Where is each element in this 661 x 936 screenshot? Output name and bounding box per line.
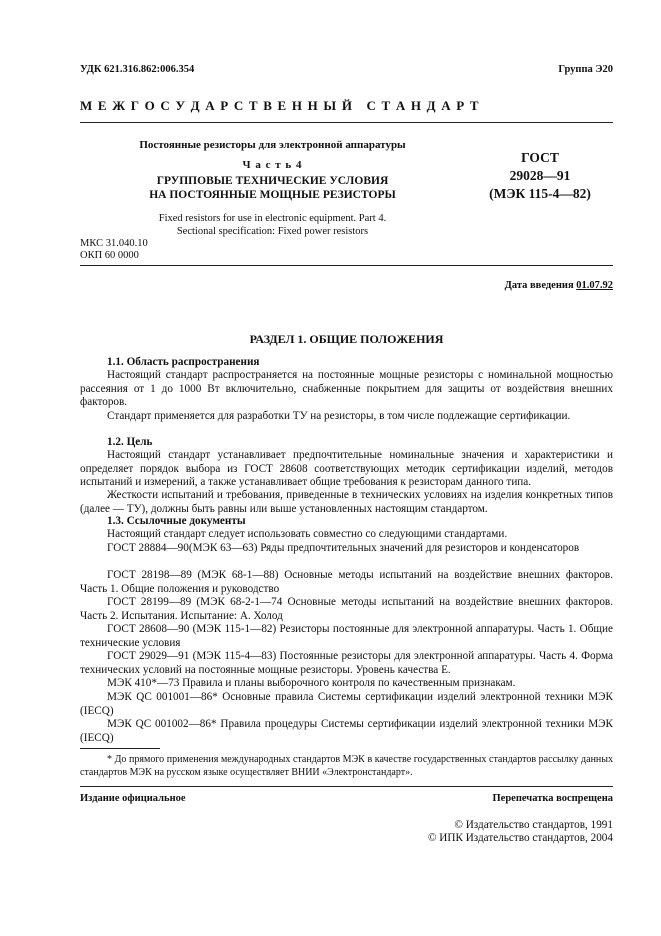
- header-rule: [80, 122, 613, 123]
- paragraph-1: Настоящий стандарт распространяется на постоянные мощные резисторы с номинальной мощностью рассеяния от 1 до 1000 Вт включительно, снабженные покрытием для защиты от воздействия внешних факторов.: [80, 369, 613, 409]
- footnote: * До прямого применения международных стандартов МЭК в качестве государственных стандартов рассылку данных стандартов МЭК на русском языке осуществляет ВНИИ «Электронстандарт».: [80, 754, 613, 778]
- reference-2: ГОСТ 28198—89 (МЭК 68-1—88) Основные методы испытаний на воздействие внешних факторов. Часть 1. Общие положения и руководство: [80, 569, 613, 595]
- standard-banner: М Е Ж Г О С У Д А Р С Т В Е Н Н Ы Й С Т А Н Д А Р Т: [80, 98, 480, 113]
- heading-1-3: 1.3. Ссылочные документы: [107, 515, 246, 527]
- group-code: Группа Э20: [558, 64, 613, 75]
- title-line-1: Постоянные резисторы для электронной аппаратуры: [139, 139, 406, 151]
- paragraph-3: Настоящий стандарт устанавливает предпочтительные номинальные значения и характеристики и определяет порядок выбора из ГОСТ 28608 соответствующих методик сертификации изделий, методов испытаний и измерений, а также устанавливает общие требования к резисторам данного типа.: [80, 449, 613, 489]
- english-title-1: Fixed resistors for use in electronic equipment. Part 4.: [158, 213, 387, 224]
- intro-date-value: 01.07.92: [576, 280, 613, 291]
- heading-1-2: 1.2. Цель: [107, 436, 153, 448]
- udc-code: УДК 621.316.862:006.354: [80, 64, 195, 75]
- codes-rule: [80, 265, 613, 266]
- reference-8: МЭК QC 001002—86* Правила процедуры Системы сертификации изделий электронной техники МЭК (IECQ): [80, 718, 613, 744]
- paragraph-5: Настоящий стандарт следует использовать совместно со следующими стандартами.: [107, 528, 508, 540]
- iec-number: (МЭК 115-4—82): [489, 186, 591, 201]
- intro-date-label: Дата введения: [504, 280, 574, 291]
- heading-1-1: 1.1. Область распространения: [107, 356, 260, 368]
- footer-rule: [80, 786, 613, 787]
- intro-date: [400, 280, 613, 291]
- okp-code: ОКП 60 0000: [80, 250, 139, 261]
- reference-6: МЭК 410*—73 Правила и планы выборочного контроля по качественным признакам.: [107, 677, 516, 689]
- paragraph-2: Стандарт применяется для разработки ТУ на резисторы, в том числе подлежащие сертификации.: [107, 410, 571, 422]
- official-edition: Издание официальное: [80, 793, 186, 804]
- reference-3: ГОСТ 28199—89 (МЭК 68-2-1—74 Основные методы испытаний на воздействие внешних факторов. Часть 2. Испытания. Испытание: А. Холод: [80, 596, 613, 622]
- reference-4: ГОСТ 28608—90 (МЭК 115-1—82) Резисторы постоянные для электронной аппаратуры. Часть 1. Общие технические условия: [80, 623, 613, 649]
- copyright-2004: © ИПК Издательство стандартов, 2004: [427, 832, 613, 844]
- reprint-notice: Перепечатка воспрещена: [492, 793, 613, 804]
- copyright-1991: © Издательство стандартов, 1991: [454, 819, 613, 831]
- footnote-rule: [80, 748, 160, 749]
- title-line-3: ГРУППОВЫЕ ТЕХНИЧЕСКИЕ УСЛОВИЯ: [156, 175, 389, 187]
- reference-7: МЭК QC 001001—86* Основные правила Системы сертификации изделий электронной техники МЭК (IECQ): [80, 691, 613, 717]
- gost-label: ГОСТ: [521, 150, 559, 165]
- mks-code: МКС 31.040.10: [80, 238, 148, 249]
- reference-5: ГОСТ 29029—91 (МЭК 115-4—83) Постоянные резисторы для электронной аппаратуры. Часть 4. Форма технических условий на постоянные мощные резисторы. Уровень качества Е.: [80, 650, 613, 676]
- section-title: РАЗДЕЛ 1. ОБЩИЕ ПОЛОЖЕНИЯ: [249, 332, 444, 346]
- gost-number: 29028—91: [509, 168, 571, 183]
- paragraph-4: Жесткости испытаний и требования, приведенные в технических условиях на изделия конкретных типов (далее — ТУ), должны быть равны или выше установленных настоящим стандартом.: [80, 489, 613, 515]
- title-line-4: НА ПОСТОЯННЫЕ МОЩНЫЕ РЕЗИСТОРЫ: [149, 189, 396, 201]
- reference-1: ГОСТ 28884—90(МЭК 63—63) Ряды предпочтительных значений для резисторов и конденсаторов: [107, 542, 580, 554]
- english-title-2: Sectional specification: Fixed power resistors: [176, 226, 369, 237]
- title-line-2: Ч а с т ь 4: [242, 159, 303, 171]
